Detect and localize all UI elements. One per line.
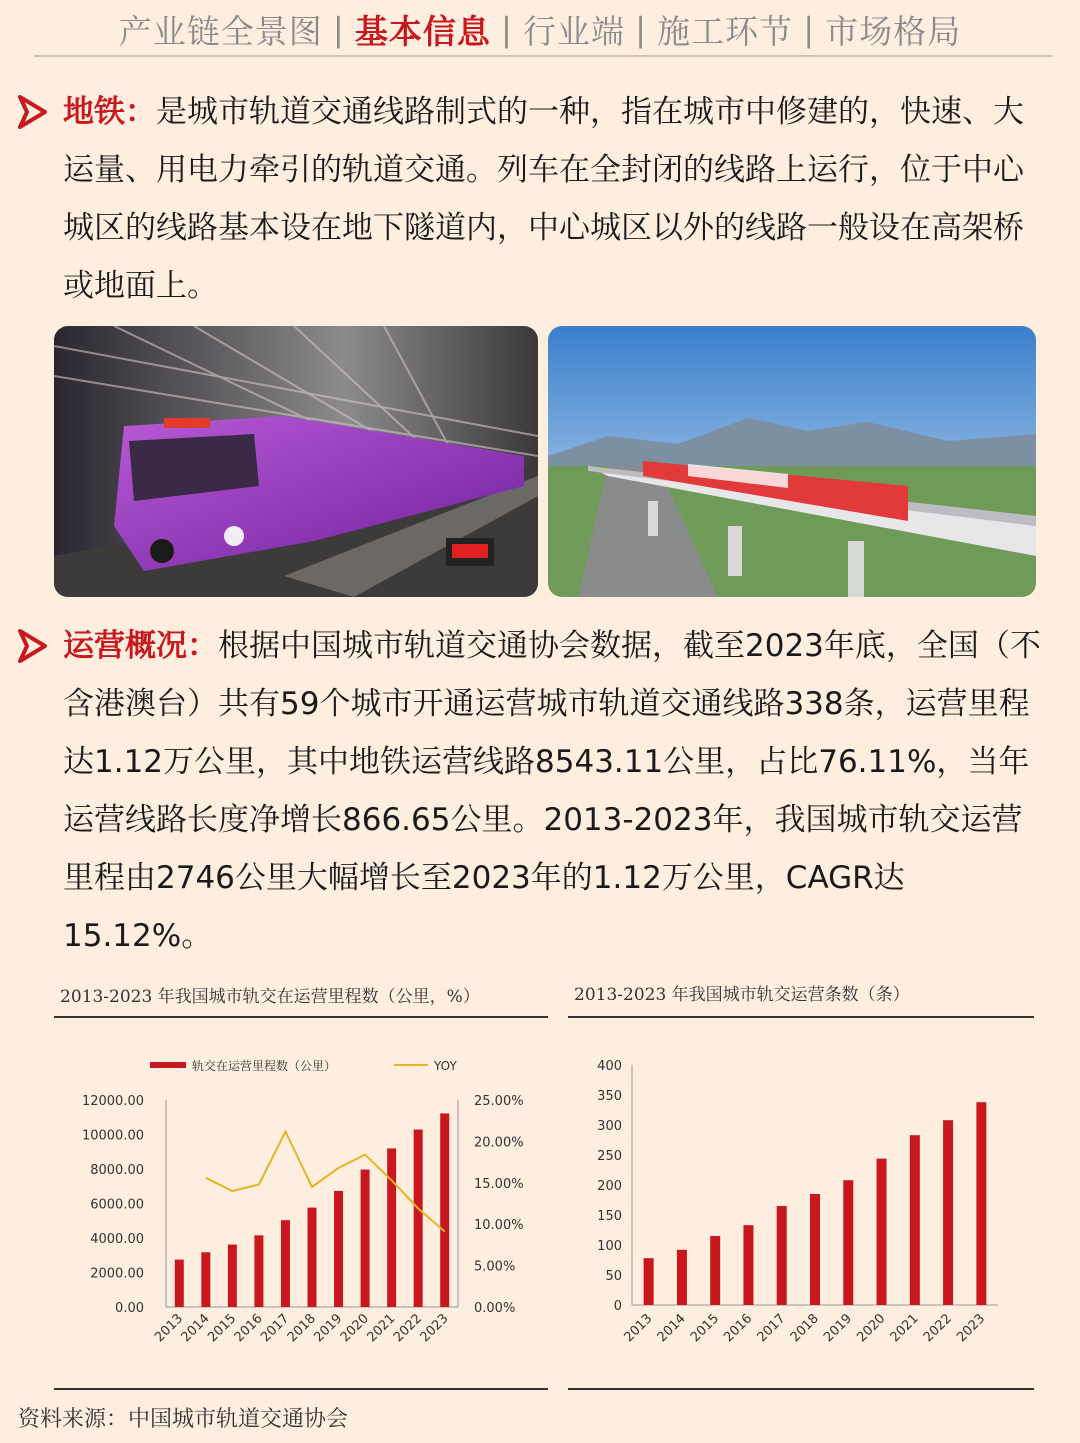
- x-tick-label: 2015: [688, 1311, 723, 1346]
- mileage-chart: [54, 1030, 548, 1380]
- source-note: 资料来源：中国城市轨道交通协会: [18, 1407, 349, 1432]
- mileage-bar: [201, 1252, 210, 1307]
- mileage-bar: [308, 1208, 317, 1307]
- y-right-tick-label: 25.00%: [474, 1094, 524, 1109]
- mileage-bar: [440, 1113, 449, 1307]
- purple-metro-photo: [54, 326, 538, 597]
- mileage-bar: [414, 1130, 423, 1307]
- mileage-bar: [334, 1191, 343, 1307]
- y-right-tick-label: 5.00%: [474, 1259, 516, 1275]
- mileage-bar: [175, 1260, 184, 1307]
- elevated-train-photo: [548, 326, 1036, 597]
- mileage-bar: [228, 1245, 237, 1307]
- mileage-bar: [361, 1170, 370, 1307]
- y-tick-label: 150: [597, 1209, 622, 1224]
- y-right-tick-label: 10.00%: [474, 1218, 524, 1234]
- chart2-title: 2013-2023 年我国城市轨交运营条数（条）: [574, 985, 910, 1005]
- y-left-tick-label: 8000.00: [90, 1163, 144, 1178]
- arrow-icon: [17, 95, 47, 129]
- x-tick-label: 2019: [821, 1311, 856, 1346]
- x-tick-label: 2023: [417, 1311, 452, 1346]
- x-tick-label: 2020: [854, 1311, 889, 1346]
- x-tick-label: 2015: [205, 1311, 240, 1346]
- x-tick-label: 2021: [887, 1311, 922, 1346]
- x-tick-label: 2014: [178, 1311, 213, 1346]
- y-tick-label: 400: [597, 1059, 622, 1074]
- metro-keyword: 地铁：: [63, 94, 156, 130]
- y-right-tick-label: 20.00%: [474, 1135, 524, 1151]
- lines-bar: [877, 1159, 887, 1305]
- x-tick-label: 2013: [621, 1311, 656, 1346]
- x-tick-label: 2016: [721, 1311, 756, 1346]
- y-tick-label: 350: [597, 1089, 622, 1104]
- nav-tab-4[interactable]: 市场格局: [825, 11, 962, 51]
- y-tick-label: 300: [597, 1119, 622, 1134]
- x-tick-label: 2023: [954, 1311, 989, 1346]
- x-tick-label: 2018: [787, 1311, 822, 1346]
- y-tick-label: 0: [613, 1299, 622, 1314]
- nav-separator: |: [803, 9, 816, 49]
- mileage-bar: [281, 1220, 290, 1307]
- nav-tab-0[interactable]: 产业链全景图: [118, 11, 323, 51]
- x-tick-label: 2013: [152, 1311, 187, 1346]
- mileage-bar: [387, 1148, 396, 1307]
- x-tick-label: 2016: [231, 1311, 266, 1346]
- chart2-bottom-rule: [568, 1388, 1034, 1390]
- mileage-bar: [254, 1235, 263, 1307]
- y-left-tick-label: 6000.00: [90, 1197, 144, 1213]
- lines-bar: [677, 1250, 687, 1305]
- metro-text: 是城市轨道交通线路制式的一种，指在城市中修建的，快速、大运量、用电力牵引的轨道交通。列车在全封闭的线路上运行，位于中心城区的线路基本设在地下隧道内，中心城区以外的线路一般设在高架桥或地面上。: [63, 94, 1024, 304]
- nav-tab-1[interactable]: 基本信息: [354, 11, 491, 51]
- x-tick-label: 2022: [391, 1311, 426, 1346]
- y-left-tick-label: 4000.00: [90, 1232, 144, 1247]
- legend-bar-swatch: [150, 1062, 186, 1068]
- y-left-tick-label: 12000.00: [81, 1094, 144, 1109]
- nav-separator: |: [332, 9, 345, 49]
- x-tick-label: 2022: [920, 1311, 955, 1346]
- y-tick-label: 50: [605, 1269, 622, 1284]
- chart2-top-rule: [568, 1016, 1034, 1018]
- x-tick-label: 2018: [284, 1311, 319, 1346]
- lines-bar: [743, 1225, 753, 1305]
- y-right-tick-label: 15.00%: [474, 1176, 524, 1192]
- y-left-tick-label: 2000.00: [90, 1266, 144, 1282]
- x-tick-label: 2014: [654, 1311, 689, 1346]
- y-tick-label: 100: [597, 1239, 622, 1254]
- x-tick-label: 2017: [258, 1311, 293, 1346]
- chart1-top-rule: [54, 1016, 548, 1018]
- lines-bar: [644, 1258, 654, 1305]
- legend-bar-label: 轨交在运营里程数（公里）: [192, 1059, 337, 1073]
- nav-separator: |: [635, 9, 648, 49]
- lines-bar: [810, 1194, 820, 1305]
- yoy-line: [206, 1131, 445, 1231]
- x-tick-label: 2019: [311, 1311, 346, 1346]
- overview-text: 根据中国城市轨道交通协会数据，截至2023年底，全国（不含港澳台）共有59个城市开通运营城市轨道交通线路338条，运营里程达1.12万公里，其中地铁运营线路8543.11公里，占比76.11%，当年运营线路长度净增长866.65公里。2013-2023年，我国城市轨交运营里程由2746公里大幅增长至2023年的1.12万公里，CAGR达15.12%。: [63, 628, 1041, 954]
- y-left-tick-label: 10000.00: [81, 1128, 144, 1144]
- y-tick-label: 250: [597, 1149, 622, 1164]
- x-tick-label: 2017: [754, 1311, 789, 1346]
- overview-keyword: 运营概况：: [63, 628, 218, 664]
- x-tick-label: 2020: [337, 1311, 372, 1346]
- lines-bar: [843, 1180, 853, 1305]
- lines-bar: [777, 1206, 787, 1305]
- metro-definition: [63, 83, 1048, 315]
- nav-separator: |: [500, 9, 513, 49]
- y-right-tick-label: 0.00%: [474, 1301, 516, 1316]
- lines-bar: [910, 1135, 920, 1305]
- x-tick-label: 2021: [364, 1311, 399, 1346]
- nav-tab-2[interactable]: 行业端: [523, 11, 625, 51]
- lines-count-chart: [568, 1030, 1034, 1380]
- arrow-icon: [17, 629, 47, 663]
- top-nav: [0, 0, 1080, 58]
- chart1-title: 2013-2023 年我国城市轨交在运营里程数（公里，%）: [60, 987, 480, 1007]
- operation-overview: [63, 617, 1048, 965]
- legend-line-label: YOY: [434, 1059, 457, 1073]
- lines-bar: [710, 1236, 720, 1305]
- chart1-bottom-rule: [54, 1388, 548, 1390]
- y-tick-label: 200: [597, 1179, 622, 1194]
- y-left-tick-label: 0.00: [115, 1301, 144, 1316]
- nav-tab-3[interactable]: 施工环节: [657, 11, 794, 51]
- lines-bar: [976, 1102, 986, 1305]
- lines-bar: [943, 1120, 953, 1305]
- nav-divider: [34, 55, 1052, 57]
